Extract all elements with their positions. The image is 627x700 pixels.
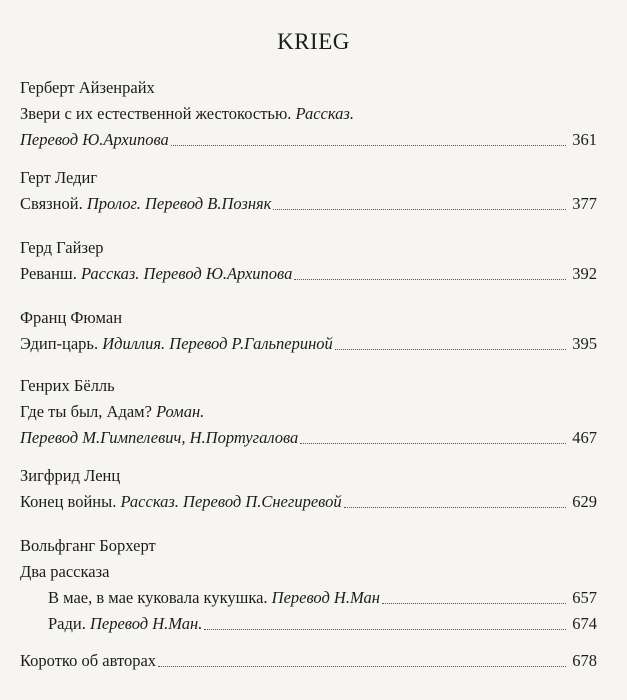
dot-leader <box>158 665 566 667</box>
toc-line[interactable] <box>20 261 597 287</box>
toc-entry <box>20 75 597 153</box>
translator: Перевод Н.Ман. <box>89 614 203 633</box>
page-number: 678 <box>572 651 597 670</box>
page-number: 674 <box>572 614 597 633</box>
group-title: Два рассказа <box>20 562 110 581</box>
toc-line[interactable] <box>20 489 597 515</box>
work-title: Где ты был, Адам? Роман. <box>20 402 205 421</box>
author-name: Франц Фюман <box>20 308 123 327</box>
toc-entry <box>20 533 597 637</box>
author-name: Генрих Бёлль <box>20 376 115 395</box>
author-name: Зигфрид Ленц <box>20 466 121 485</box>
toc-entry <box>20 165 597 217</box>
work-title: Реванш. <box>20 264 77 283</box>
author-name: Герт Ледиг <box>20 168 98 187</box>
author-name: Герберт Айзенрайх <box>20 78 155 97</box>
author-name: Герд Гайзер <box>20 238 104 257</box>
dot-leader <box>382 602 566 604</box>
translator: Пролог. Перевод В.Позняк <box>86 194 272 213</box>
page-number: 629 <box>572 492 597 511</box>
work-title: В мае, в мае куковала кукушка. <box>48 588 268 607</box>
work-title: Ради. <box>48 614 86 633</box>
work-title: Эдип-царь. <box>20 334 99 353</box>
translator: Перевод Ю.Архипова <box>20 130 169 149</box>
toc-line[interactable] <box>20 648 597 674</box>
page-number: 392 <box>572 264 597 283</box>
toc-entry <box>20 235 597 287</box>
toc-entry <box>20 373 597 451</box>
work-title: Связной. <box>20 194 83 213</box>
translator: Перевод Н.Ман <box>271 588 380 607</box>
page-number: 467 <box>572 428 597 447</box>
toc-line[interactable] <box>20 611 597 637</box>
toc-line[interactable] <box>20 127 597 153</box>
toc-line[interactable] <box>20 191 597 217</box>
page-number: 657 <box>572 588 597 607</box>
dot-leader <box>273 208 566 210</box>
page-number: 377 <box>572 194 597 213</box>
toc-entry <box>20 648 597 674</box>
dot-leader <box>300 442 566 444</box>
work-title: Конец войны. <box>20 492 117 511</box>
toc-entry <box>20 305 597 357</box>
toc-entry <box>20 463 597 515</box>
toc-line[interactable] <box>20 425 597 451</box>
dot-leader <box>204 628 566 630</box>
author-name: Вольфганг Борхерт <box>20 536 156 555</box>
dot-leader <box>294 278 566 280</box>
toc-line[interactable] <box>20 585 597 611</box>
translator: Перевод М.Гимпелевич, Н.Португалова <box>20 428 299 447</box>
translator: Рассказ. Перевод П.Снегиревой <box>120 492 342 511</box>
page-title: KRIEG <box>277 29 350 54</box>
translator: Идиллия. Перевод Р.Гальпериной <box>102 334 333 353</box>
toc-line[interactable] <box>20 331 597 357</box>
about-authors: Коротко об авторах <box>20 651 157 670</box>
translator: Рассказ. Перевод Ю.Архипова <box>80 264 293 283</box>
dot-leader <box>171 144 566 146</box>
page-number: 361 <box>572 130 597 149</box>
dot-leader <box>335 348 566 350</box>
page-number: 395 <box>572 334 597 353</box>
work-title: Звери с их естественной жестокостью. Рассказ. <box>20 104 354 123</box>
dot-leader <box>344 506 566 508</box>
